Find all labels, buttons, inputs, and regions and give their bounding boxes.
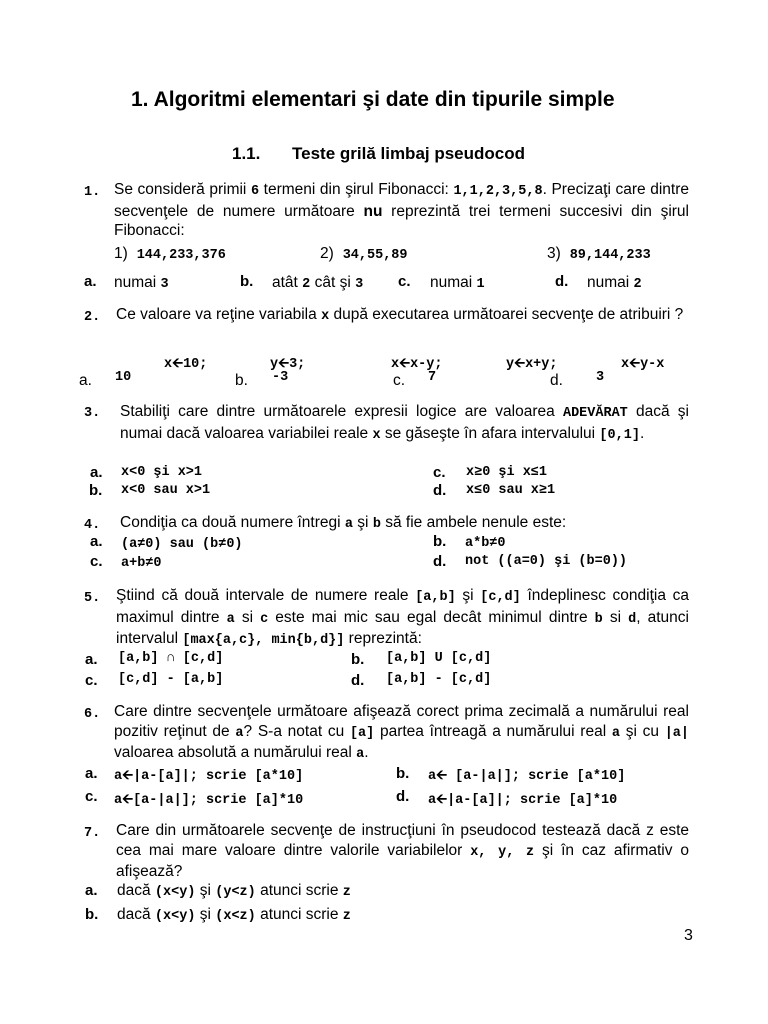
question-text: Condiţia ca două numere întregi a şi b să fie ambele nenule este: bbox=[120, 514, 567, 532]
answer-label: a. bbox=[90, 533, 103, 550]
question-text: Ştiind că două intervale de numere reale [a,b] şi [c,d] îndeplinesc condiţia ca maximul dintre a si c este mai mic sau egal decât minimul dintre b si d, atunci intervalul [max{a,c}, min{b,d}] reprezintă: bbox=[116, 587, 689, 648]
answer-option: a🡨 [a-|a|]; scrie [a*10] bbox=[428, 769, 626, 784]
question-text: Se consideră primii 6 termeni din şirul Fibonacci: 1,1,2,3,5,8. Precizaţi care dintre secvenţele de numere următoare nu reprezintă trei termeni succesivi din şirul Fibonacci: bbox=[114, 181, 689, 239]
answer-label: c. bbox=[433, 464, 446, 481]
answer-option: x<0 sau x>1 bbox=[121, 483, 211, 498]
question-text: Care din următoarele secvenţe de instrucţiuni în pseudocod testează dacă z este cea mai mare valoare dintre valorile variabilelor x, y, z şi în caz afirmativ o afişează? bbox=[116, 822, 689, 880]
answer-label: b. bbox=[89, 482, 103, 499]
answer-option: a🡨|a-[a]|; scrie [a]*10 bbox=[428, 793, 618, 808]
answer-label: c. bbox=[398, 273, 411, 290]
answer-option: x≤0 sau x≥1 bbox=[466, 483, 556, 498]
answer-option: atât 2 cât şi 3 bbox=[272, 274, 364, 292]
answer-label: b. bbox=[235, 372, 248, 389]
answer-option: x≥0 şi x≤1 bbox=[466, 465, 548, 480]
code-statement: x🡨x-y; bbox=[391, 357, 443, 372]
answer-option: [a,b] - [c,d] bbox=[386, 672, 492, 687]
answer-option: 7 bbox=[428, 370, 437, 385]
page-number: 3 bbox=[684, 927, 693, 944]
question-number: 4. bbox=[84, 518, 101, 533]
answer-option: not ((a=0) şi (b=0)) bbox=[465, 554, 628, 569]
question-number: 7. bbox=[84, 826, 101, 841]
answer-option: (a≠0) sau (b≠0) bbox=[121, 537, 243, 552]
question-text: Care dintre secvenţele următoare afişează corect prima zecimală a numărului real pozitiv reţinut de a? S-a notat cu [a] partea întreagă a numărului real a şi cu |a| valoarea absolută a numărului real a. bbox=[114, 703, 689, 762]
answer-option: dacă (x<y) şi (y<z) atunci scrie z bbox=[117, 882, 351, 900]
answer-label: a. bbox=[79, 372, 92, 389]
answer-label: d. bbox=[433, 553, 447, 570]
answer-label: c. bbox=[85, 788, 98, 805]
answer-label: a. bbox=[84, 273, 97, 290]
answer-option: dacă (x<y) şi (x<z) atunci scrie z bbox=[117, 906, 351, 924]
answer-label: b. bbox=[396, 765, 410, 782]
code-statement: x🡨10; bbox=[164, 357, 208, 372]
answer-option: a+b≠0 bbox=[121, 556, 162, 571]
answer-option: [c,d] - [a,b] bbox=[118, 672, 224, 687]
sequence-option: 3) 89,144,233 bbox=[547, 245, 651, 263]
section-number: 1.1. bbox=[232, 144, 261, 163]
answer-label: d. bbox=[433, 482, 447, 499]
answer-label: a. bbox=[85, 882, 98, 899]
answer-option: [a,b] U [c,d] bbox=[386, 651, 492, 666]
answer-option: numai 2 bbox=[587, 274, 642, 292]
sequence-option: 1) 144,233,376 bbox=[114, 245, 226, 263]
answer-label: a. bbox=[90, 464, 103, 481]
answer-option: x<0 şi x>1 bbox=[121, 465, 203, 480]
answer-option: 10 bbox=[115, 370, 132, 385]
answer-option: -3 bbox=[272, 370, 289, 385]
answer-label: b. bbox=[351, 651, 365, 668]
answer-label: d. bbox=[550, 372, 563, 389]
answer-label: d. bbox=[396, 788, 410, 805]
question-number: 3. bbox=[84, 406, 101, 421]
question-text: Stabiliţi care dintre următoarele expresii logice are valoarea ADEVĂRAT dacă şi numai dacă valoarea variabilei reale x se găseşte în afara intervalului [0,1]. bbox=[120, 403, 689, 443]
answer-label: d. bbox=[555, 273, 569, 290]
answer-label: a. bbox=[85, 651, 98, 668]
answer-option: a🡨[a-|a|]; scrie [a]*10 bbox=[114, 793, 304, 808]
code-statement: y🡨3; bbox=[270, 357, 306, 372]
answer-label: b. bbox=[433, 533, 447, 550]
answer-label: c. bbox=[90, 553, 103, 570]
question-text: Ce valoare va reţine variabila x după executarea următoarei secvenţe de atribuiri ? bbox=[116, 306, 684, 324]
code-statement: x🡨y-x bbox=[621, 357, 665, 372]
question-number: 5. bbox=[84, 591, 101, 606]
question-number: 2. bbox=[84, 310, 101, 325]
answer-option: numai 3 bbox=[114, 274, 169, 292]
sequence-option: 2) 34,55,89 bbox=[320, 245, 408, 263]
answer-label: c. bbox=[85, 672, 98, 689]
answer-label: a. bbox=[85, 765, 98, 782]
section-title: Teste grilă limbaj pseudocod bbox=[292, 144, 526, 163]
question-number: 6. bbox=[84, 707, 101, 722]
chapter-title: 1. Algoritmi elementari şi date din tipurile simple bbox=[131, 88, 615, 111]
answer-label: d. bbox=[351, 672, 365, 689]
answer-option: [a,b] ∩ [c,d] bbox=[118, 651, 224, 666]
answer-option: 3 bbox=[596, 370, 605, 385]
answer-option: a*b≠0 bbox=[465, 536, 506, 551]
answer-label: b. bbox=[85, 906, 99, 923]
answer-label: c. bbox=[393, 372, 406, 389]
answer-option: a🡨|a-[a]|; scrie [a*10] bbox=[114, 769, 304, 784]
answer-label: b. bbox=[240, 273, 254, 290]
code-statement: y🡨x+y; bbox=[506, 357, 558, 372]
question-number: 1. bbox=[84, 185, 101, 200]
answer-option: numai 1 bbox=[430, 274, 485, 292]
